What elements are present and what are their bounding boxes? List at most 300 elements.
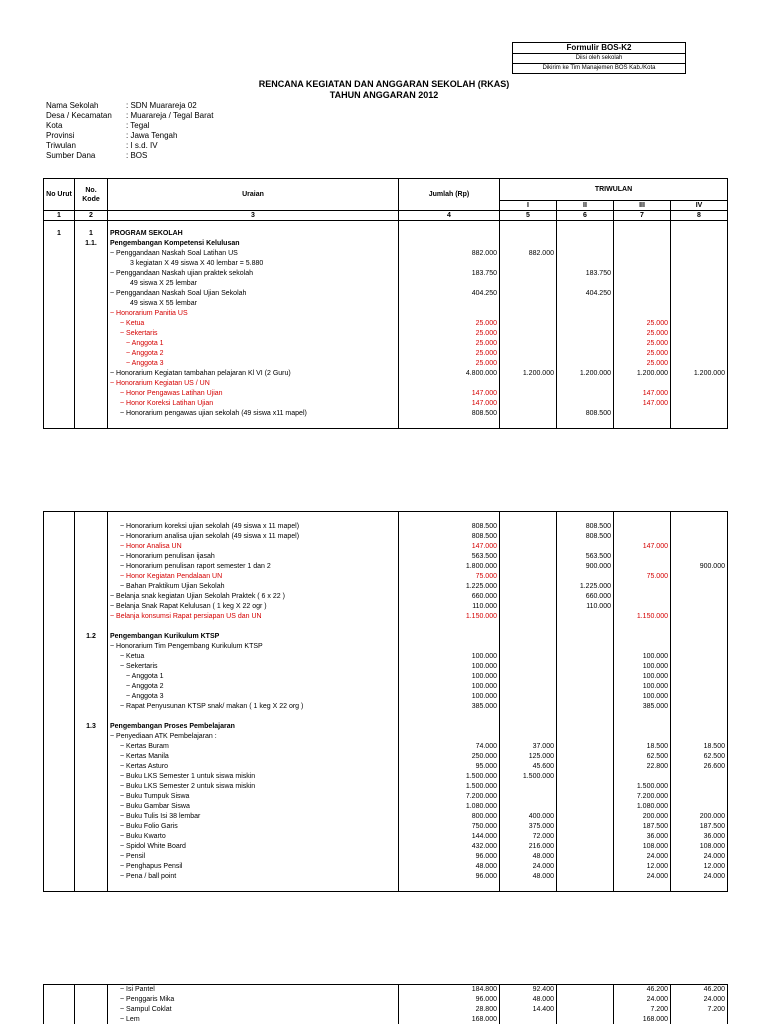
cell-uraian: ~ Buku Tumpuk Siswa (108, 792, 399, 802)
cell-q2 (557, 985, 614, 995)
cell-q3 (614, 309, 671, 319)
cell-q4: 18.500 (671, 742, 728, 752)
table-row (44, 249, 728, 259)
cell-q4 (671, 249, 728, 259)
cell-uraian: ~ Anggota 1 (108, 339, 399, 349)
cell-q2 (557, 259, 614, 269)
cell-q2: 110.000 (557, 602, 614, 612)
cell-uraian: ~ Honorarium penulisan raport semester 1 dan 2 (108, 562, 399, 572)
cell-q4: 900.000 (671, 562, 728, 572)
cell-no-kode (75, 369, 108, 379)
cell-uraian: ~ Penggandaan Naskah Soal Latihan US (108, 249, 399, 259)
cell-q2 (557, 792, 614, 802)
form-note-2: Dikirim ke Tim Manajemen BOS Kab./Kota (513, 63, 685, 73)
cell-q4: 62.500 (671, 752, 728, 762)
cell-no-urut (44, 742, 75, 752)
cell-q3: 75.000 (614, 572, 671, 582)
cell-jumlah (399, 512, 500, 522)
cell-no-kode (75, 259, 108, 269)
cell-q2 (557, 279, 614, 289)
cell-uraian: 49 siswa X 55 lembar (108, 299, 399, 309)
cell-jumlah (399, 732, 500, 742)
info-label-fund: Sumber Dana (46, 151, 96, 160)
cell-no-kode (75, 592, 108, 602)
cell-no-urut (44, 692, 75, 702)
table-row (44, 512, 728, 522)
cell-q3: 1.150.000 (614, 612, 671, 622)
cell-no-kode (75, 532, 108, 542)
cell-uraian (108, 712, 399, 722)
cell-q2 (557, 389, 614, 399)
cell-q1 (500, 802, 557, 812)
cell-jumlah: 28.800 (399, 1005, 500, 1015)
cell-no-urut (44, 752, 75, 762)
cell-jumlah: 808.500 (399, 522, 500, 532)
table-row (44, 632, 728, 642)
table-row (44, 552, 728, 562)
cell-no-kode: 1.1. (75, 239, 108, 249)
cell-no-urut (44, 822, 75, 832)
cell-jumlah: 100.000 (399, 682, 500, 692)
table-row (44, 379, 728, 389)
cell-jumlah (399, 309, 500, 319)
cell-q3: 168.000 (614, 1015, 671, 1024)
table-row (44, 319, 728, 329)
cell-uraian: ~ Anggota 3 (108, 359, 399, 369)
cell-q1 (500, 792, 557, 802)
cell-q3 (614, 582, 671, 592)
cell-q3: 1.500.000 (614, 782, 671, 792)
cell-no-kode (75, 379, 108, 389)
cell-no-kode (75, 349, 108, 359)
cell-no-urut (44, 642, 75, 652)
cell-q2 (557, 672, 614, 682)
cell-jumlah: 750.000 (399, 822, 500, 832)
cell-q1 (500, 702, 557, 712)
cell-q1: 1.500.000 (500, 772, 557, 782)
cell-no-kode (75, 872, 108, 882)
cell-no-kode (75, 329, 108, 339)
cell-jumlah: 184.800 (399, 985, 500, 995)
cell-no-kode (75, 762, 108, 772)
cell-q1 (500, 299, 557, 309)
table-row (44, 562, 728, 572)
cell-uraian: ~ Sekertaris (108, 662, 399, 672)
info-label-quarter: Triwulan (46, 141, 76, 150)
cell-q3: 36.000 (614, 832, 671, 842)
table-row (44, 409, 728, 419)
cell-jumlah: 144.000 (399, 832, 500, 842)
cell-jumlah: 147.000 (399, 389, 500, 399)
cell-no-kode (75, 299, 108, 309)
cell-jumlah: 563.500 (399, 552, 500, 562)
cell-no-kode (75, 772, 108, 782)
cell-no-kode (75, 1005, 108, 1015)
form-code-box (512, 42, 686, 74)
cell-no-urut (44, 299, 75, 309)
cell-q2: 808.500 (557, 532, 614, 542)
cell-uraian (108, 622, 399, 632)
cell-no-kode: 1.3 (75, 722, 108, 732)
cell-uraian: ~ Buku Tulis Isi 38 lembar (108, 812, 399, 822)
cell-uraian: ~ Belanja konsumsi Rapat persiapan US dan UN (108, 612, 399, 622)
cell-uraian: ~ Ketua (108, 652, 399, 662)
cell-q1 (500, 542, 557, 552)
table-row (44, 622, 728, 632)
cell-uraian: ~ Buku Folio Garis (108, 822, 399, 832)
cell-q4: 46.200 (671, 985, 728, 995)
cell-no-kode (75, 399, 108, 409)
cell-q3: 100.000 (614, 682, 671, 692)
cell-no-kode (75, 985, 108, 995)
cell-no-urut (44, 862, 75, 872)
cell-q1 (500, 522, 557, 532)
cell-q1 (500, 349, 557, 359)
cell-no-urut (44, 622, 75, 632)
cell-q1: 400.000 (500, 812, 557, 822)
cell-uraian: PROGRAM SEKOLAH (108, 229, 399, 239)
cell-uraian: ~ Kertas Asturo (108, 762, 399, 772)
cell-q4 (671, 662, 728, 672)
cell-no-kode (75, 702, 108, 712)
table-row (44, 299, 728, 309)
cell-q1 (500, 632, 557, 642)
cell-q2 (557, 542, 614, 552)
cell-q2: 404.250 (557, 289, 614, 299)
cell-no-urut (44, 812, 75, 822)
cell-q4 (671, 409, 728, 419)
cell-q1 (500, 309, 557, 319)
cell-uraian: Pengembangan Kurikulum KTSP (108, 632, 399, 642)
cell-uraian: ~ Honor Analisa UN (108, 542, 399, 552)
cell-q4 (671, 632, 728, 642)
table-row (44, 985, 728, 995)
cell-uraian: ~ Honorarium koreksi ujian sekolah (49 siswa x 11 mapel) (108, 522, 399, 532)
cell-q3 (614, 552, 671, 562)
cell-no-kode (75, 552, 108, 562)
col-num-6: 6 (557, 211, 614, 221)
cell-q1 (500, 712, 557, 722)
table-row (44, 652, 728, 662)
info-value-province: : Jawa Tengah (126, 131, 178, 140)
cell-q1 (500, 782, 557, 792)
cell-uraian: ~ Rapat Penyusunan KTSP snak/ makan ( 1 keg X 22 org ) (108, 702, 399, 712)
cell-q1 (500, 329, 557, 339)
cell-q2 (557, 832, 614, 842)
cell-q4 (671, 399, 728, 409)
cell-no-urut (44, 259, 75, 269)
cell-q4 (671, 782, 728, 792)
cell-no-urut (44, 369, 75, 379)
cell-q4 (671, 642, 728, 652)
cell-q4 (671, 379, 728, 389)
cell-q4 (671, 802, 728, 812)
cell-q1 (500, 682, 557, 692)
table-row (44, 289, 728, 299)
cell-no-kode (75, 712, 108, 722)
cell-q3: 7.200 (614, 1005, 671, 1015)
cell-q1: 125.000 (500, 752, 557, 762)
cell-q2 (557, 339, 614, 349)
cell-jumlah: 95.000 (399, 762, 500, 772)
rkas-table-page-1 (43, 178, 728, 429)
cell-no-urut (44, 359, 75, 369)
cell-no-kode (75, 389, 108, 399)
cell-no-urut (44, 239, 75, 249)
table-row (44, 1015, 728, 1024)
cell-q3 (614, 299, 671, 309)
cell-uraian: Pengembangan Proses Pembelajaran (108, 722, 399, 732)
info-label-province: Provinsi (46, 131, 75, 140)
rkas-table-page-3 (43, 984, 728, 1024)
cell-q3: 147.000 (614, 542, 671, 552)
cell-q4 (671, 339, 728, 349)
cell-q3: 18.500 (614, 742, 671, 752)
cell-q2 (557, 622, 614, 632)
cell-q3 (614, 289, 671, 299)
cell-uraian: ~ Honor Koreksi Latihan Ujian (108, 399, 399, 409)
cell-q2 (557, 762, 614, 772)
cell-uraian: ~ Anggota 2 (108, 349, 399, 359)
cell-jumlah: 1.225.000 (399, 582, 500, 592)
table-row (44, 542, 728, 552)
col-num-4: 4 (399, 211, 500, 221)
table-row (44, 349, 728, 359)
cell-q3 (614, 239, 671, 249)
info-value-village: : Muarareja / Tegal Barat (126, 111, 214, 120)
cell-q4 (671, 572, 728, 582)
cell-uraian: ~ Bahan Praktikum Ujian Sekolah (108, 582, 399, 592)
cell-q2 (557, 572, 614, 582)
table-row (44, 229, 728, 239)
school-info (46, 101, 213, 161)
cell-no-kode (75, 249, 108, 259)
cell-jumlah: 660.000 (399, 592, 500, 602)
cell-uraian: ~ Kertas Buram (108, 742, 399, 752)
cell-no-kode (75, 512, 108, 522)
cell-jumlah (399, 299, 500, 309)
cell-no-urut (44, 389, 75, 399)
cell-uraian: ~ Honor Kegiatan Pendalaan UN (108, 572, 399, 582)
table-row (44, 592, 728, 602)
header-q1: I (500, 201, 557, 211)
cell-uraian: ~ Sampul Coklat (108, 1005, 399, 1015)
cell-q1 (500, 652, 557, 662)
cell-q4 (671, 289, 728, 299)
header-uraian: Uraian (108, 179, 399, 211)
table-row (44, 662, 728, 672)
table-row (44, 532, 728, 542)
cell-no-kode (75, 732, 108, 742)
cell-uraian: ~ Honorarium pengawas ujian sekolah (49 siswa x11 mapel) (108, 409, 399, 419)
cell-q4 (671, 1015, 728, 1024)
cell-jumlah (399, 622, 500, 632)
cell-q1: 92.400 (500, 985, 557, 995)
cell-q4 (671, 522, 728, 532)
table-row (44, 832, 728, 842)
header-jumlah: Jumlah (Rp) (399, 179, 500, 211)
cell-q2: 183.750 (557, 269, 614, 279)
cell-q4 (671, 792, 728, 802)
cell-no-urut (44, 832, 75, 842)
cell-q1 (500, 279, 557, 289)
cell-jumlah (399, 632, 500, 642)
cell-q1 (500, 672, 557, 682)
cell-q4 (671, 532, 728, 542)
cell-q2 (557, 822, 614, 832)
cell-no-urut (44, 842, 75, 852)
cell-uraian: ~ Honorarium Kegiatan tambahan pelajaran Kl VI (2 Guru) (108, 369, 399, 379)
cell-q4 (671, 602, 728, 612)
cell-no-kode (75, 572, 108, 582)
cell-q3 (614, 249, 671, 259)
cell-no-urut (44, 532, 75, 542)
cell-q3 (614, 279, 671, 289)
table-row (44, 692, 728, 702)
table-row (44, 762, 728, 772)
cell-q2 (557, 349, 614, 359)
cell-uraian: ~ Buku LKS Semester 1 untuk siswa miskin (108, 772, 399, 782)
col-num-1: 1 (44, 211, 75, 221)
cell-jumlah: 183.750 (399, 269, 500, 279)
cell-q4: 24.000 (671, 852, 728, 862)
cell-uraian: ~ Kertas Manila (108, 752, 399, 762)
cell-q2 (557, 882, 614, 892)
cell-q2: 808.500 (557, 409, 614, 419)
cell-no-kode (75, 279, 108, 289)
cell-jumlah: 96.000 (399, 852, 500, 862)
table-row (44, 419, 728, 429)
cell-uraian: ~ Spidol White Board (108, 842, 399, 852)
cell-uraian: ~ Honorarium Kegiatan US / UN (108, 379, 399, 389)
cell-q1: 375.000 (500, 822, 557, 832)
cell-jumlah (399, 419, 500, 429)
cell-q4: 187.500 (671, 822, 728, 832)
cell-uraian: ~ Pensil (108, 852, 399, 862)
table-row (44, 722, 728, 732)
cell-jumlah: 7.200.000 (399, 792, 500, 802)
cell-q1: 37.000 (500, 742, 557, 752)
cell-no-urut (44, 1005, 75, 1015)
cell-q3: 1.200.000 (614, 369, 671, 379)
cell-q3: 22.800 (614, 762, 671, 772)
cell-q1 (500, 622, 557, 632)
cell-q2 (557, 692, 614, 702)
cell-q1 (500, 662, 557, 672)
cell-no-urut (44, 782, 75, 792)
cell-q2 (557, 712, 614, 722)
cell-q4: 36.000 (671, 832, 728, 842)
cell-q1 (500, 562, 557, 572)
cell-q3: 108.000 (614, 842, 671, 852)
cell-q1: 48.000 (500, 872, 557, 882)
cell-q2 (557, 702, 614, 712)
cell-no-urut (44, 1015, 75, 1024)
cell-q4 (671, 419, 728, 429)
cell-jumlah: 100.000 (399, 692, 500, 702)
cell-jumlah: 100.000 (399, 662, 500, 672)
cell-no-urut (44, 552, 75, 562)
cell-q3 (614, 512, 671, 522)
cell-jumlah: 74.000 (399, 742, 500, 752)
cell-q3 (614, 882, 671, 892)
cell-uraian: ~ Penghapus Pensil (108, 862, 399, 872)
cell-no-urut (44, 722, 75, 732)
table-row (44, 582, 728, 592)
cell-jumlah: 808.500 (399, 532, 500, 542)
cell-q1: 882.000 (500, 249, 557, 259)
table-row (44, 399, 728, 409)
cell-no-urut (44, 985, 75, 995)
cell-q2 (557, 359, 614, 369)
cell-q2 (557, 742, 614, 752)
info-label-school: Nama Sekolah (46, 101, 99, 110)
cell-jumlah (399, 239, 500, 249)
cell-q2 (557, 862, 614, 872)
cell-uraian (108, 419, 399, 429)
cell-q1 (500, 389, 557, 399)
cell-uraian: ~ Belanja Snak Rapat Kelulusan ( 1 keg X 22 ogr ) (108, 602, 399, 612)
cell-no-kode (75, 782, 108, 792)
cell-q3 (614, 522, 671, 532)
cell-jumlah (399, 882, 500, 892)
cell-no-urut (44, 319, 75, 329)
cell-no-kode (75, 652, 108, 662)
cell-q1 (500, 512, 557, 522)
cell-q1 (500, 339, 557, 349)
cell-no-kode (75, 882, 108, 892)
cell-no-urut (44, 672, 75, 682)
cell-q3 (614, 772, 671, 782)
cell-q4 (671, 722, 728, 732)
cell-uraian: ~ Sekertaris (108, 329, 399, 339)
col-num-2: 2 (75, 211, 108, 221)
table-row (44, 752, 728, 762)
cell-uraian: ~ Penggandaan Naskah ujian praktek sekolah (108, 269, 399, 279)
cell-no-kode (75, 832, 108, 842)
cell-jumlah: 96.000 (399, 995, 500, 1005)
cell-q3: 25.000 (614, 339, 671, 349)
cell-q3 (614, 562, 671, 572)
cell-no-urut (44, 562, 75, 572)
cell-q4: 7.200 (671, 1005, 728, 1015)
cell-q2 (557, 852, 614, 862)
cell-q2 (557, 995, 614, 1005)
cell-jumlah: 800.000 (399, 812, 500, 822)
cell-no-kode (75, 359, 108, 369)
cell-no-kode (75, 692, 108, 702)
table-row (44, 862, 728, 872)
cell-q2 (557, 872, 614, 882)
cell-q1 (500, 319, 557, 329)
table-row (44, 842, 728, 852)
cell-no-kode (75, 419, 108, 429)
cell-uraian: ~ Buku Kwarto (108, 832, 399, 842)
table-row (44, 742, 728, 752)
table-row (44, 852, 728, 862)
cell-q3 (614, 622, 671, 632)
cell-jumlah: 110.000 (399, 602, 500, 612)
cell-q2 (557, 812, 614, 822)
cell-no-urut (44, 602, 75, 612)
cell-no-kode (75, 792, 108, 802)
cell-no-urut (44, 792, 75, 802)
cell-q4: 12.000 (671, 862, 728, 872)
cell-uraian: ~ Buku LKS Semester 2 untuk siswa miskin (108, 782, 399, 792)
cell-no-urut (44, 522, 75, 532)
table-row (44, 369, 728, 379)
cell-q1 (500, 1015, 557, 1024)
